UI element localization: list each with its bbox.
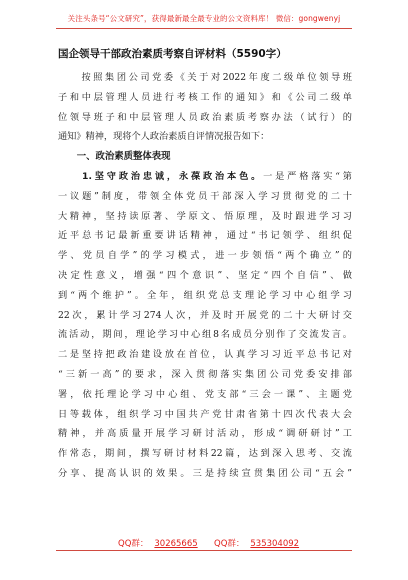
section-heading: 一、政治素质整体表现 <box>58 151 171 163</box>
body-line: 分享、提高认识的效果。三是持续宣贯集团公司“五会” <box>58 467 352 479</box>
body-line: “三新一高”的要求，深入贯彻落实集团公司党委安排部 <box>58 368 352 380</box>
body-line: 子和中层管理人员进行考核工作的通知》和《公司二级单 <box>58 91 352 103</box>
body-line: 学、党员自学”的学习模式，进一步领悟“两个确立”的 <box>58 250 352 262</box>
body-line: 二是坚持把政治建设放在首位，认真学习习近平总书记对 <box>58 349 352 361</box>
body-line <box>58 167 352 187</box>
header-divider <box>56 28 352 29</box>
document-title: 国企领导干部政治素质考察自评材料（5590字） <box>58 48 287 60</box>
footer-qq-group-2: QQ群： 535304092 <box>214 539 300 549</box>
body-line: 通知》精神，现将个人政治素质自评情况报告如下： <box>58 131 270 143</box>
body-line: 按照集团公司党委《关于对2022年度二级单位领导班 <box>58 72 352 83</box>
body-line: 22次，累计学习274人次，并及时开展党的二十大研讨交 <box>58 309 352 321</box>
point-heading: 1.坚守政治忠诚，永葆政治本色。 <box>58 170 264 182</box>
body-line: 近平总书记最新重要讲话精神，通过“书记领学、组织促 <box>58 230 352 242</box>
body-line: 大精神，坚持读原著、学原文、悟原理，及时跟进学习习 <box>58 210 352 222</box>
header-promo-note: 关注头条号“公文研究”，获得最新最全最专业的公文资料库！ 微信：gongwenyj <box>67 14 341 23</box>
body-line: 署，依托理论学习中心组、党支部“三会一课”、主题党 <box>58 388 352 400</box>
body-line: 作常态，期间，撰写研讨材料22篇，达到深入思考、交流 <box>58 448 352 460</box>
body-line: 到“两个维护”。全年，组织党总支理论学习中心组学习 <box>58 289 352 301</box>
document-body <box>58 68 352 484</box>
footer-divider <box>56 550 352 551</box>
body-line: 日等载体，组织学习中国共产党甘肃省第十四次代表大会 <box>58 408 352 420</box>
qq-group-number-link[interactable]: 30265665 <box>154 539 198 549</box>
body-line: 一议题”制度，带领全体党员干部深入学习贯彻党的二十 <box>58 190 352 202</box>
body-line: 决定性意义，增强“四个意识”、坚定“四个自信”、做 <box>58 269 352 281</box>
qq-group-number-link[interactable]: 535304092 <box>250 539 300 549</box>
body-line: 位领导班子和中层管理人员政治素质考察办法（试行）的 <box>58 111 352 123</box>
body-line-rest: 一是严格落实“第 <box>263 170 352 182</box>
footer-qq-group-1: QQ群： 30265665 <box>118 539 198 549</box>
body-line: 流活动，期间，理论学习中心组8名成员分别作了交流发言。 <box>58 329 352 341</box>
body-line: 精神，并高质量开展学习研讨活动，形成“调研研讨”工 <box>58 428 352 440</box>
